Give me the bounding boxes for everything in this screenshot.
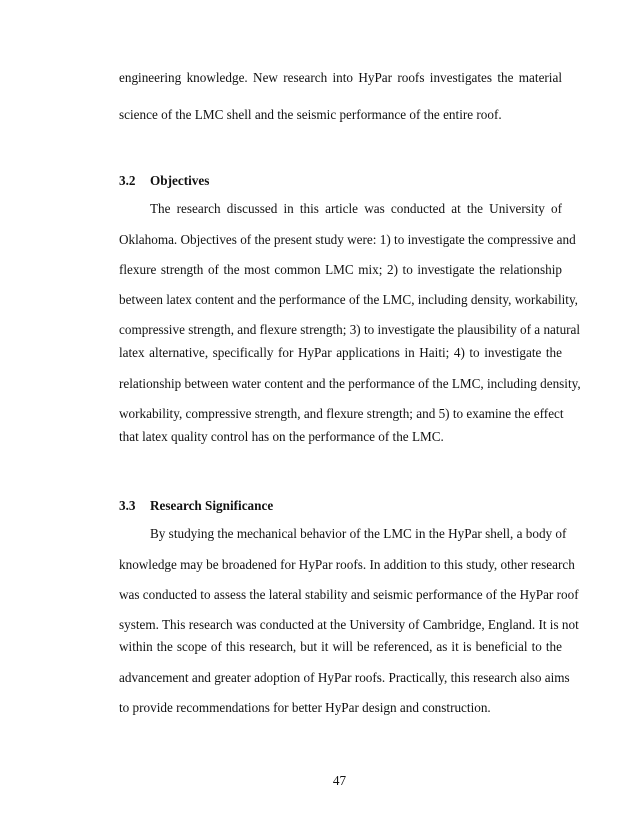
- body-text-line: to provide recommendations for better HyPar design and construction.: [119, 700, 491, 715]
- section-heading-research-significance: [119, 498, 273, 514]
- body-text-line: knowledge may be broadened for HyPar roofs. In addition to this study, other research: [119, 557, 575, 572]
- body-text-line: was conducted to assess the lateral stability and seismic performance of the HyPar roof: [119, 587, 579, 602]
- body-text-line: engineering knowledge. New research into HyPar roofs investigates the material: [119, 70, 562, 85]
- body-text-line: workability, compressive strength, and flexure strength; and 5) to examine the effect: [119, 406, 564, 421]
- body-text-line: system. This research was conducted at the University of Cambridge, England. It is not: [119, 617, 579, 632]
- body-text-line: latex alternative, specifically for HyPar applications in Haiti; 4) to investigate the: [119, 345, 562, 360]
- body-text-line: between latex content and the performance of the LMC, including density, workability,: [119, 292, 578, 307]
- section-heading-objectives: [119, 173, 209, 189]
- body-text-line: within the scope of this research, but it will be referenced, as it is beneficial to the: [119, 639, 562, 654]
- body-text-line: flexure strength of the most common LMC mix; 2) to investigate the relationship: [119, 262, 562, 277]
- body-text-line: The research discussed in this article was conducted at the University of: [150, 201, 562, 216]
- body-text-line: science of the LMC shell and the seismic performance of the entire roof.: [119, 107, 502, 122]
- section-number: 3.3: [119, 498, 136, 513]
- body-text-line: that latex quality control has on the performance of the LMC.: [119, 429, 444, 444]
- body-text-line: advancement and greater adoption of HyPar roofs. Practically, this research also aims: [119, 670, 570, 685]
- section-title: Research Significance: [150, 498, 274, 513]
- section-title: Objectives: [150, 173, 210, 188]
- page-number: 47: [332, 773, 347, 788]
- body-text-line: compressive strength, and flexure strength; 3) to investigate the plausibility of a natural: [119, 322, 581, 337]
- body-text-line: Oklahoma. Objectives of the present study were: 1) to investigate the compressive and: [119, 232, 576, 247]
- body-text-line: By studying the mechanical behavior of the LMC in the HyPar shell, a body of: [150, 526, 567, 541]
- section-number: 3.2: [119, 173, 136, 188]
- body-text-line: relationship between water content and the performance of the LMC, including density,: [119, 376, 581, 391]
